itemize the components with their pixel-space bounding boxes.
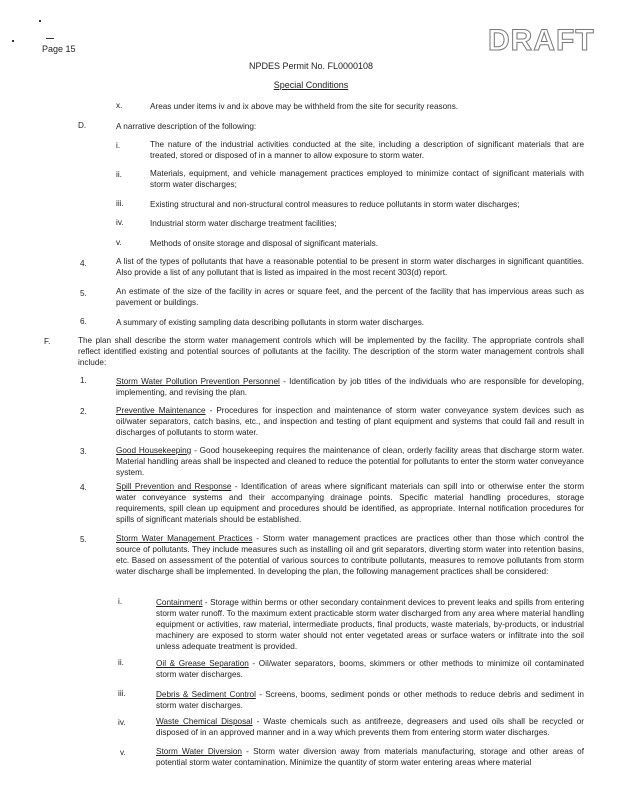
control-text: - Identification by job titles of the individuals who are responsible for developing, implementing, and revising the plan. (116, 377, 584, 397)
practice-item (156, 716, 584, 738)
list-marker: 4. (80, 259, 87, 268)
section-f-text: The plan shall describe the storm water management controls which will be implemented by the facility. The appropriate controls shall reflect identified existing and potential sources of pollutants at the facility. The description of the storm water management controls shall include: (78, 336, 584, 367)
page-label: Page 15 (42, 44, 76, 54)
list-item-text: A summary of existing sampling data describing pollutants in storm water discharges. (116, 318, 425, 327)
control-text: - Good housekeeping requires the maintenance of clean, orderly facility areas that discharge storm water. Material handling areas shall be inspected and cleaned to reduce the potential for pollutants to enter the storm water conveyance system. (116, 446, 584, 477)
control-title: Storm Water Management Practices (116, 534, 253, 543)
practice-item (156, 746, 584, 768)
control-item (116, 533, 584, 577)
control-item (116, 481, 584, 525)
list-marker: iii. (116, 199, 124, 208)
practice-title: Oil & Grease Separation (156, 659, 249, 668)
practice-title: Waste Chemical Disposal (156, 717, 253, 726)
list-item-text: An estimate of the size of the facility in acres or square feet, and the percent of the facility that has impervious areas such as pavement or buildings. (116, 287, 584, 307)
control-item (116, 376, 584, 398)
permit-number: NPDES Permit No. FL0000108 (248, 61, 374, 71)
list-item-text: The nature of the industrial activities conducted at the site, including a description of significant materials that are treated, stored or disposed of in a manner to allow exposure to storm water. (150, 140, 584, 160)
list-marker: 4. (80, 483, 87, 492)
list-marker: 6. (80, 317, 87, 326)
control-text: - Identification of areas where significant materials can spill into or otherwise enter the storm water conveyance systems and their accompanying drainage points. Specific material handling procedures, storage requirements, spill clean up equipment and procedures should be identified, as appropriate. Internal notification procedures for spills of significant materials should be established. (116, 482, 585, 524)
list-marker: F. (44, 337, 51, 346)
list-marker: ii. (118, 658, 124, 667)
practice-title: Containment (156, 598, 203, 607)
practice-text: - Waste chemicals such as antifreeze, degreasers and used oils shall be recycled or disposed of in an approved manner and in a way which prevents them from entering storm water discharges. (156, 717, 584, 737)
list-item-text: Methods of onsite storage and disposal of significant materials. (150, 239, 379, 248)
practice-text: - Storage within berms or other secondary containment devices to prevent leaks and spills from entering storm water runoff. To the maximum extent practicable storm water discharged from any area where material handling equipment or activities, raw material, intermediate products, final products, waste materials, by-products, or industrial machinery are exposed to storm water should not enter vegetated areas or surface waters or infiltrate into the soil unless adequate treatment is provided. (156, 598, 584, 651)
list-marker: D. (78, 121, 87, 130)
practice-item (156, 597, 584, 652)
list-marker: v. (116, 238, 122, 247)
list-item-text: A list of the types of pollutants that have a reasonable potential to be present in storm water discharges in significant quantities. Also provide a list of any pollutant that is listed as impaired in the most recent 303(d) report. (116, 257, 584, 277)
section-heading: Special Conditions (273, 80, 349, 90)
practice-title: Storm Water Diversion (156, 747, 242, 756)
control-title: Good Housekeeping (116, 446, 192, 455)
list-marker: 2. (80, 407, 87, 416)
list-marker: 5. (80, 289, 87, 298)
practice-item (156, 689, 584, 711)
control-title: Preventive Maintenance (116, 406, 206, 415)
practice-text: - Oil/water separators, booms, skimmers or other methods to minimize oil contaminated storm water discharges. (156, 659, 584, 679)
list-marker: v. (120, 748, 126, 757)
practice-text: - Storm water diversion away from materials manufacturing, storage and other areas of potential storm water contamination. Minimize the quantity of storm water entering areas where material (156, 747, 584, 767)
control-title: Storm Water Pollution Prevention Personnel (116, 377, 280, 386)
list-item-text: Areas under items iv and ix above may be withheld from the site for security reasons. (150, 102, 459, 111)
scan-speck (39, 20, 41, 22)
scan-speck (46, 38, 54, 39)
list-marker: 3. (80, 447, 87, 456)
list-marker: 1. (80, 376, 87, 385)
practice-title: Debris & Sediment Control (156, 690, 256, 699)
control-text: - Storm water management practices are practices other than those which control the source of pollutants. They include measures such as installing oil and grit separators, diverting storm water into retention basins, etc. Based on assessment of the potential of various sources to contribute pollutants, measures to remove pollutants from storm water discharge shall be implemented. In developing the plan, the following management practices shall be considered: (116, 534, 584, 576)
list-item-text: Industrial storm water discharge treatment facilities; (150, 219, 337, 228)
draft-stamp: DRAFT (488, 24, 595, 57)
list-marker: iv. (116, 218, 124, 227)
list-marker: x. (116, 101, 123, 110)
list-marker: iii. (118, 689, 126, 698)
list-item-text: Materials, equipment, and vehicle management practices employed to minimize contact of significant materials with storm water discharges; (150, 169, 584, 189)
control-text: - Procedures for inspection and maintenance of storm water conveyance system devices such as oil/water separators, catch basins, etc., and inspection and testing of plant equipment and systems that could fail and result in discharges of pollutants to storm water. (116, 406, 585, 437)
control-item (116, 405, 584, 438)
list-item-text: A narrative description of the following: (116, 122, 257, 131)
list-marker: iv. (118, 718, 126, 727)
list-item-text: Existing structural and non-structural control measures to reduce pollutants in storm water discharges; (150, 200, 520, 209)
list-marker: i. (118, 597, 123, 606)
list-marker: i. (116, 141, 121, 150)
practice-text: - Screens, booms, sediment ponds or other methods to reduce debris and sediment in storm water discharges. (156, 690, 584, 710)
scan-speck (12, 40, 14, 42)
list-marker: ii. (116, 170, 122, 179)
list-marker: 5. (80, 535, 87, 544)
control-title: Spill Prevention and Response (116, 482, 232, 491)
control-item (116, 445, 584, 478)
practice-item (156, 658, 584, 680)
